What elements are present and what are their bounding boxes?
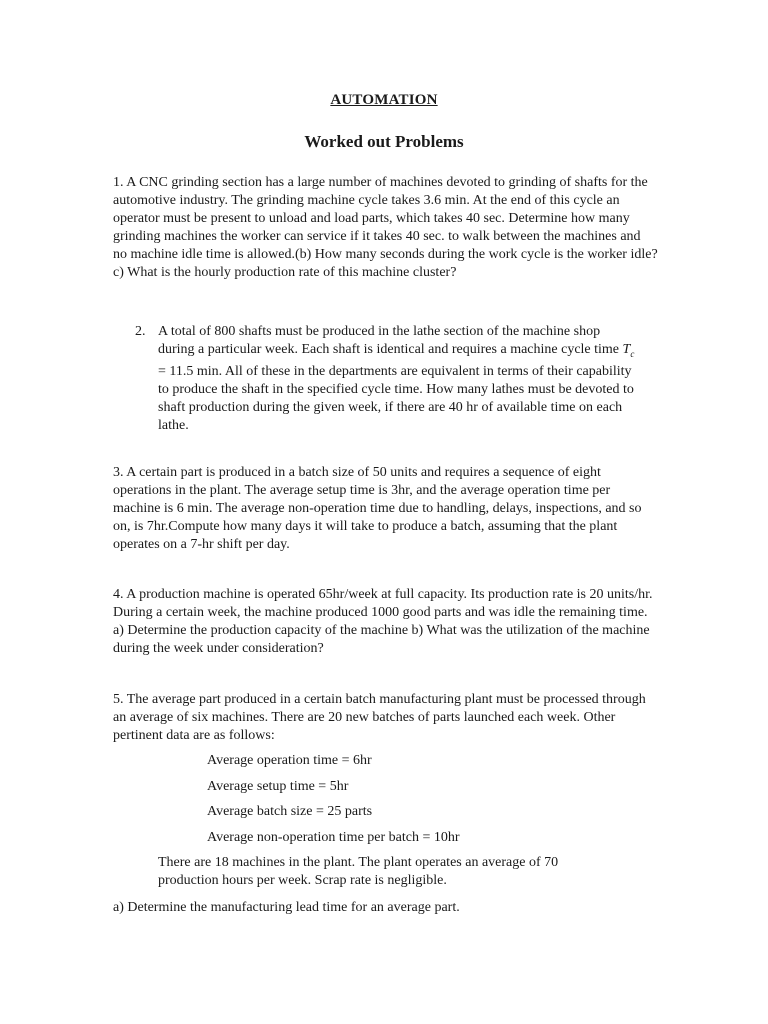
problem-3: 3. A certain part is produced in a batch size of 50 units and requires a sequence of eight operations in the plant. The average setup time is 3hr, and the average operation time per machine is 6 min. The average non-operation time due to handling, delays, inspections, and so on, is 7hr.Compute how many days it will take to produce a batch, assuming that the plant operates on a 7-hr shift per day. [113,465,642,552]
cycle-time-letter: T [622,342,631,357]
data-item-operation-time: Average operation time = 6hr [207,753,372,768]
problem-2-body [158,323,640,435]
problem-2-text-part2: = 11.5 min. All of these in the departments are equivalent in terms of their capability to produce the shaft in the specified cycle time. How many lathes must be devoted to shaft production during the given week, if there are 40 hr of available time on each lathe. [158,363,634,433]
data-item-setup-time: Average setup time = 5hr [207,778,349,794]
problem-5-question-a: a) Determine the manufacturing lead time for an average part. [113,900,460,915]
problem-2 [135,323,640,435]
problem-2-text-part1: A total of 800 shafts must be produced in the lathe section of the machine shop during a particular week. Each shaft is identical and requires a machine cycle time [158,324,623,357]
problem-2-number: 2. [135,324,146,339]
document-title: AUTOMATION [330,92,438,108]
data-item-batch-size: Average batch size = 25 parts [207,804,373,819]
document-subtitle: Worked out Problems [304,132,464,151]
problem-5-note: There are 18 machines in the plant. The plant operates an average of 70 production hours per week. Scrap rate is negligible. [158,855,559,888]
problem-5-intro: 5. The average part produced in a certain batch manufacturing plant must be processed through an average of six machines. There are 20 new batches of parts launched each week. Other pertinent data are as follows: [113,692,646,743]
data-item-non-operation-time: Average non-operation time per batch = 10hr [207,829,460,845]
cycle-time-symbol [623,342,635,357]
problem-5-data-list [207,752,460,854]
problem-4: 4. A production machine is operated 65hr/week at full capacity. Its production rate is 20 units/hr. During a certain week, the machine produced 1000 good parts and was idle the remaining time. a) Determine the production capacity of the machine b) What was the utilization of the machine during the week under consideration? [113,587,653,656]
cycle-time-subscript: c [630,348,635,359]
problem-1: 1. A CNC grinding section has a large number of machines devoted to grinding of shafts for the automotive industry. The grinding machine cycle takes 3.6 min. At the end of this cycle an operator must be present to unload and load parts, which takes 40 sec. Determine how many grinding machines the worker can service if it takes 40 sec. to walk between the machines and no machine idle time is allowed.(b) How many seconds during the work cycle is the worker idle? c) What is the hourly production rate of this machine cluster? [113,175,658,280]
